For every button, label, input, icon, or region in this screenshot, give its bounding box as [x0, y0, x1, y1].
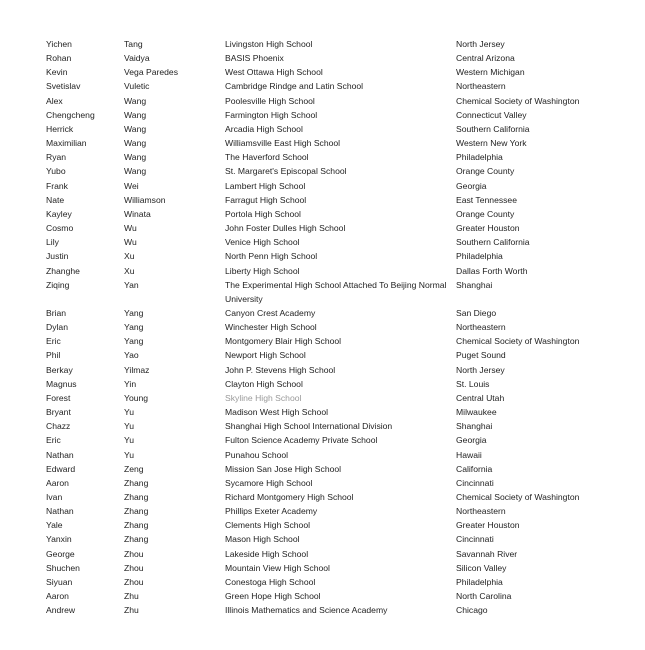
table-row [42, 306, 602, 320]
last-name-cell: Tang [124, 39, 143, 49]
school-cell: Conestoga High School [225, 576, 316, 587]
region-cell: Georgia [456, 435, 487, 446]
last-name-cell: Wang [124, 166, 147, 177]
region-cell: Chemical Society of Washington [456, 492, 580, 502]
region-cell: Northeastern [456, 81, 506, 92]
school-cell: Mason High School [225, 534, 300, 545]
first-name-cell: Dylan [46, 322, 68, 333]
first-name-cell: Lily [46, 237, 59, 248]
table-row [42, 108, 602, 122]
region-cell: Southern California [456, 123, 530, 134]
table-row [42, 320, 602, 334]
school-cell: Punahou School [225, 449, 289, 460]
region-cell: Silicon Valley [456, 562, 507, 573]
first-name-cell: Cosmo [46, 223, 74, 234]
school-cell: Fulton Science Academy Private School [225, 435, 378, 446]
first-name-cell: Ivan [46, 492, 63, 502]
first-name-cell: George [46, 548, 75, 559]
last-name-cell: Wang [124, 95, 147, 106]
region-cell: Puget Sound [456, 350, 506, 361]
table-row [42, 561, 602, 575]
school-cell: Farmington High School [225, 109, 318, 120]
table-row [42, 235, 602, 249]
last-name-cell: Zhou [124, 576, 144, 587]
region-cell: Northeastern [456, 322, 506, 333]
first-name-cell: Aaron [46, 591, 69, 602]
table-row [42, 504, 602, 518]
region-cell: Savannah River [456, 548, 518, 559]
table-row [42, 547, 602, 561]
region-cell: Orange County [456, 166, 515, 177]
last-name-cell: Vega Paredes [124, 67, 178, 78]
last-name-cell: Yin [124, 378, 137, 389]
last-name-cell: Yu [124, 449, 135, 460]
school-cell: West Ottawa High School [225, 67, 323, 78]
region-cell: Philadelphia [456, 251, 503, 262]
last-name-cell: Wu [124, 237, 137, 248]
roster-table [42, 37, 602, 617]
school-cell: Shanghai High School International Division [225, 421, 393, 432]
school-cell: Williamsville East High School [225, 138, 341, 149]
table-row [42, 476, 602, 490]
region-cell: Connecticut Valley [456, 109, 527, 120]
region-cell: North Jersey [456, 39, 505, 49]
school-cell: John Foster Dulles High School [225, 223, 346, 234]
school-cell: BASIS Phoenix [225, 53, 284, 64]
first-name-cell: Justin [46, 251, 69, 262]
school-cell: John P. Stevens High School [225, 364, 336, 375]
region-cell: Shanghai [456, 421, 493, 432]
school-cell: St. Margaret's Episcopal School [225, 166, 347, 177]
table-row [42, 363, 602, 377]
first-name-cell: Yichen [46, 39, 72, 49]
school-cell: Portola High School [225, 208, 301, 219]
region-cell: Chemical Society of Washington [456, 95, 580, 106]
first-name-cell: Eric [46, 336, 61, 347]
table-row [42, 589, 602, 603]
first-name-cell: Yanxin [46, 534, 72, 545]
table-row [42, 334, 602, 348]
last-name-cell: Xu [124, 251, 135, 262]
table-row [42, 193, 602, 207]
region-cell: Hawaii [456, 449, 482, 460]
last-name-cell: Yang [124, 336, 144, 347]
table-row [42, 405, 602, 419]
school-cell: Clayton High School [225, 378, 303, 389]
region-cell: Western New York [456, 138, 527, 149]
region-cell: Cincinnati [456, 477, 494, 488]
region-cell: Philadelphia [456, 576, 503, 587]
last-name-cell: Wang [124, 138, 147, 149]
region-cell: Greater Houston [456, 520, 520, 531]
table-row [42, 207, 602, 221]
first-name-cell: Berkay [46, 364, 73, 375]
last-name-cell: Wu [124, 223, 137, 234]
table-row [42, 490, 602, 504]
last-name-cell: Zhang [124, 506, 149, 517]
last-name-cell: Wang [124, 109, 147, 120]
region-cell: San Diego [456, 307, 497, 318]
first-name-cell: Kevin [46, 67, 68, 78]
last-name-cell: Zhou [124, 562, 144, 573]
region-cell: Dallas Forth Worth [456, 265, 528, 276]
table-row [42, 79, 602, 93]
region-cell: Greater Houston [456, 223, 520, 234]
last-name-cell: Zhang [124, 534, 149, 545]
first-name-cell: Andrew [46, 605, 76, 616]
last-name-cell: Yan [124, 279, 139, 290]
first-name-cell: Chazz [46, 421, 71, 432]
first-name-cell: Magnus [46, 378, 77, 389]
table-row [42, 136, 602, 150]
school-cell: Lakeside High School [225, 548, 309, 559]
first-name-cell: Shuchen [46, 562, 80, 573]
region-cell: North Jersey [456, 364, 505, 375]
first-name-cell: Eric [46, 435, 61, 446]
region-cell: Cincinnati [456, 534, 494, 545]
school-cell: Canyon Crest Academy [225, 307, 316, 318]
last-name-cell: Young [124, 392, 149, 403]
school-cell: Lambert High School [225, 180, 306, 191]
table-row [42, 532, 602, 546]
table-row [42, 518, 602, 532]
school-cell: The Experimental High School Attached To Beijing Normal University [225, 279, 447, 304]
last-name-cell: Yu [124, 435, 135, 446]
table-row [42, 94, 602, 108]
region-cell: Northeastern [456, 506, 506, 517]
last-name-cell: Vaidya [124, 53, 150, 64]
first-name-cell: Edward [46, 463, 76, 474]
school-cell: Phillips Exeter Academy [225, 506, 318, 517]
last-name-cell: Wang [124, 123, 147, 134]
first-name-cell: Brian [46, 307, 67, 318]
last-name-cell: Wei [124, 180, 139, 191]
school-cell: Winchester High School [225, 322, 317, 333]
last-name-cell: Yang [124, 322, 144, 333]
table-row [42, 433, 602, 447]
first-name-cell: Nate [46, 194, 65, 205]
first-name-cell: Ryan [46, 152, 67, 163]
first-name-cell: Aaron [46, 477, 69, 488]
school-cell: Newport High School [225, 350, 306, 361]
first-name-cell: Siyuan [46, 576, 73, 587]
last-name-cell: Yang [124, 307, 144, 318]
first-name-cell: Yubo [46, 166, 66, 177]
table-row [42, 348, 602, 362]
table-row [42, 603, 602, 617]
region-cell: Central Arizona [456, 53, 515, 64]
last-name-cell: Yu [124, 421, 135, 432]
last-name-cell: Zeng [124, 463, 144, 474]
school-cell: Sycamore High School [225, 477, 313, 488]
first-name-cell: Kayley [46, 208, 72, 219]
school-cell: Mountain View High School [225, 562, 330, 573]
first-name-cell: Rohan [46, 53, 72, 64]
school-cell: North Penn High School [225, 251, 318, 262]
first-name-cell: Maximilian [46, 138, 87, 149]
last-name-cell: Williamson [124, 194, 166, 205]
last-name-cell: Vuletic [124, 81, 150, 92]
last-name-cell: Yu [124, 407, 135, 418]
table-row [42, 278, 602, 306]
first-name-cell: Frank [46, 180, 68, 191]
school-cell: Mission San Jose High School [225, 463, 342, 474]
first-name-cell: Zhanghe [46, 265, 80, 276]
last-name-cell: Zhou [124, 548, 144, 559]
table-row [42, 448, 602, 462]
school-cell: Skyline High School [225, 392, 302, 403]
first-name-cell: Svetislav [46, 81, 81, 92]
table-row [42, 391, 602, 405]
first-name-cell: Alex [46, 95, 63, 106]
first-name-cell: Chengcheng [46, 109, 95, 120]
school-cell: Green Hope High School [225, 591, 321, 602]
region-cell: California [456, 463, 493, 474]
roster-table-body [42, 37, 602, 617]
school-cell: Venice High School [225, 237, 300, 248]
table-row [42, 65, 602, 79]
school-cell: The Haverford School [225, 152, 309, 163]
first-name-cell: Forest [46, 392, 71, 403]
region-cell: Georgia [456, 180, 487, 191]
last-name-cell: Zhu [124, 591, 139, 602]
region-cell: Milwaukee [456, 407, 497, 418]
region-cell: Western Michigan [456, 67, 525, 78]
school-cell: Richard Montgomery High School [225, 492, 354, 502]
region-cell: Chemical Society of Washington [456, 336, 580, 347]
last-name-cell: Yilmaz [124, 364, 150, 375]
table-row [42, 249, 602, 263]
last-name-cell: Yao [124, 350, 139, 361]
school-cell: Montgomery Blair High School [225, 336, 342, 347]
region-cell: Southern California [456, 237, 530, 248]
region-cell: Central Utah [456, 392, 505, 403]
table-row [42, 221, 602, 235]
table-row [42, 51, 602, 65]
school-cell: Arcadia High School [225, 123, 303, 134]
table-row [42, 179, 602, 193]
school-cell: Cambridge Rindge and Latin School [225, 81, 364, 92]
table-row [42, 37, 602, 51]
region-cell: Chicago [456, 605, 488, 616]
last-name-cell: Xu [124, 265, 135, 276]
region-cell: Philadelphia [456, 152, 503, 163]
first-name-cell: Yale [46, 520, 63, 531]
table-row [42, 150, 602, 164]
table-row [42, 575, 602, 589]
region-cell: North Carolina [456, 591, 512, 602]
table-row [42, 419, 602, 433]
school-cell: Clements High School [225, 520, 311, 531]
first-name-cell: Nathan [46, 449, 74, 460]
last-name-cell: Zhang [124, 520, 149, 531]
table-row [42, 122, 602, 136]
table-row [42, 377, 602, 391]
table-row [42, 264, 602, 278]
table-row [42, 164, 602, 178]
school-cell: Liberty High School [225, 265, 300, 276]
school-cell: Farragut High School [225, 194, 307, 205]
region-cell: Orange County [456, 208, 515, 219]
last-name-cell: Zhu [124, 605, 139, 616]
table-row [42, 462, 602, 476]
first-name-cell: Ziqing [46, 279, 70, 290]
region-cell: St. Louis [456, 378, 490, 389]
last-name-cell: Zhang [124, 492, 149, 502]
school-cell: Poolesville High School [225, 95, 315, 106]
school-cell: Madison West High School [225, 407, 329, 418]
first-name-cell: Nathan [46, 506, 74, 517]
school-cell: Livingston High School [225, 39, 313, 49]
region-cell: East Tennessee [456, 194, 517, 205]
first-name-cell: Herrick [46, 123, 74, 134]
first-name-cell: Bryant [46, 407, 71, 418]
last-name-cell: Zhang [124, 477, 149, 488]
region-cell: Shanghai [456, 279, 493, 290]
last-name-cell: Winata [124, 208, 151, 219]
first-name-cell: Phil [46, 350, 61, 361]
last-name-cell: Wang [124, 152, 147, 163]
school-cell: Illinois Mathematics and Science Academy [225, 605, 388, 616]
